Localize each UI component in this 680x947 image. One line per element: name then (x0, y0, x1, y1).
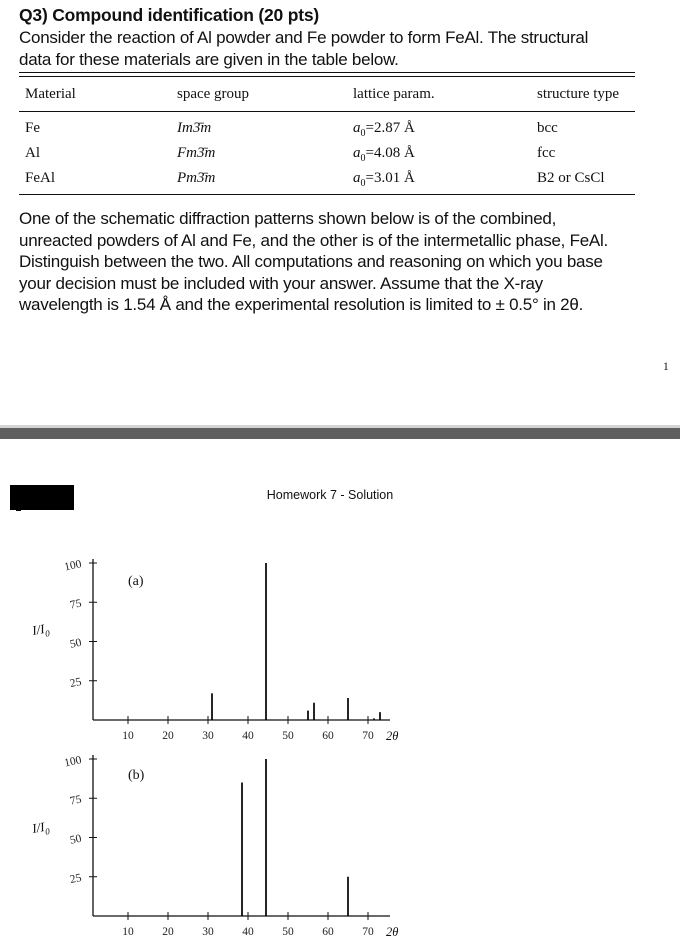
y-tick-label: 100 (63, 754, 83, 770)
y-tick-label: 50 (68, 636, 83, 651)
body-line: Distinguish between the two. All computations and reasoning on which you base (19, 252, 603, 271)
row-structure-type: bcc (537, 120, 558, 136)
x-tick-label: 10 (122, 730, 134, 742)
row-lattice-param (353, 145, 415, 164)
a0-value: =2.87 Å (365, 120, 415, 136)
y-axis-label-subscript: 0 (44, 628, 51, 639)
x-tick-label: 20 (162, 730, 174, 742)
panel-label: (a) (128, 574, 144, 589)
page-number: 1 (663, 361, 669, 373)
question-body (19, 208, 608, 316)
a0-value: =3.01 Å (365, 170, 415, 186)
row-material: FeAl (25, 170, 55, 186)
y-tick-label: 25 (68, 871, 83, 887)
page-divider (0, 425, 680, 439)
y-tick-label: 75 (68, 793, 83, 808)
x-tick-label: 50 (282, 730, 294, 742)
y-axis-label-subscript: 0 (44, 826, 51, 837)
y-tick-label: 100 (63, 558, 83, 574)
row-lattice-param (353, 170, 415, 189)
x-tick-label: 30 (202, 926, 214, 938)
x-tick-label: 10 (122, 926, 134, 938)
x-tick-label: 30 (202, 730, 214, 742)
header-lattice-param: lattice param. (353, 86, 435, 102)
x-tick-label: 70 (362, 730, 374, 742)
row-lattice-param (353, 120, 415, 139)
table-bottom-rule (19, 194, 635, 195)
a0-subscript: 0 (360, 178, 366, 189)
y-tick-label: 50 (68, 832, 83, 847)
x-axis-label: 2θ (386, 925, 399, 939)
x-axis-label: 2θ (386, 729, 399, 743)
y-tick-label: 75 (68, 597, 83, 612)
row-structure-type: B2 or CsCl (537, 170, 605, 186)
table-top-rule (19, 72, 635, 73)
table-header-rule (19, 111, 635, 112)
row-material: Fe (25, 120, 40, 136)
body-line: your decision must be included with your answer. Assume that the X-ray (19, 273, 543, 293)
body-line: wavelength is 1.54 Å and the experimental resolution is limited to ± 0.5° in 2θ. (19, 295, 584, 314)
x-tick-label: 20 (162, 926, 174, 938)
panel-label: (b) (128, 768, 145, 783)
row-space-group: Im3̄m (177, 120, 212, 136)
question-title: Q3) Compound identification (20 pts) (19, 5, 320, 25)
diffraction-patterns (0, 540, 680, 947)
x-tick-label: 60 (322, 730, 334, 742)
x-tick-label: 50 (282, 926, 294, 938)
header-space-group: space group (177, 86, 250, 102)
question-intro (19, 27, 588, 70)
page-header (0, 488, 680, 502)
x-tick-label: 40 (242, 730, 254, 742)
header-structure-type: structure type (537, 86, 620, 102)
a0-subscript: 0 (360, 128, 366, 139)
y-axis-label: $I/I_0$ (30, 621, 51, 639)
a0-symbol: a (353, 120, 361, 136)
a0-subscript: 0 (360, 153, 366, 164)
x-tick-label: 40 (242, 926, 254, 938)
row-material: Al (25, 145, 40, 161)
row-space-group: Fm3̄m (177, 145, 216, 161)
a0-value: =4.08 Å (365, 145, 415, 161)
header-material: Material (25, 86, 76, 102)
header-text: Homework 7 - Solution (266, 488, 394, 502)
row-space-group: Pm3̄m (177, 170, 216, 186)
table-top-rule (19, 76, 635, 77)
a0-symbol: a (353, 170, 361, 186)
row-structure-type: fcc (537, 145, 556, 161)
redaction-block (16, 505, 21, 511)
x-tick-label: 70 (362, 926, 374, 938)
y-axis-label: $I/I_0$ (30, 819, 51, 837)
y-tick-label: 25 (68, 675, 83, 691)
a0-symbol: a (353, 145, 361, 161)
intro-line: data for these materials are given in the table below. (19, 49, 399, 69)
body-line: unreacted powders of Al and Fe, and the other is of the intermetallic phase, FeAl. (19, 230, 609, 250)
body-line: One of the schematic diffraction patterns shown below is of the combined, (19, 209, 557, 228)
x-tick-label: 60 (322, 926, 334, 938)
intro-line: Consider the reaction of Al powder and Fe powder to form FeAl. The structural (19, 28, 589, 47)
